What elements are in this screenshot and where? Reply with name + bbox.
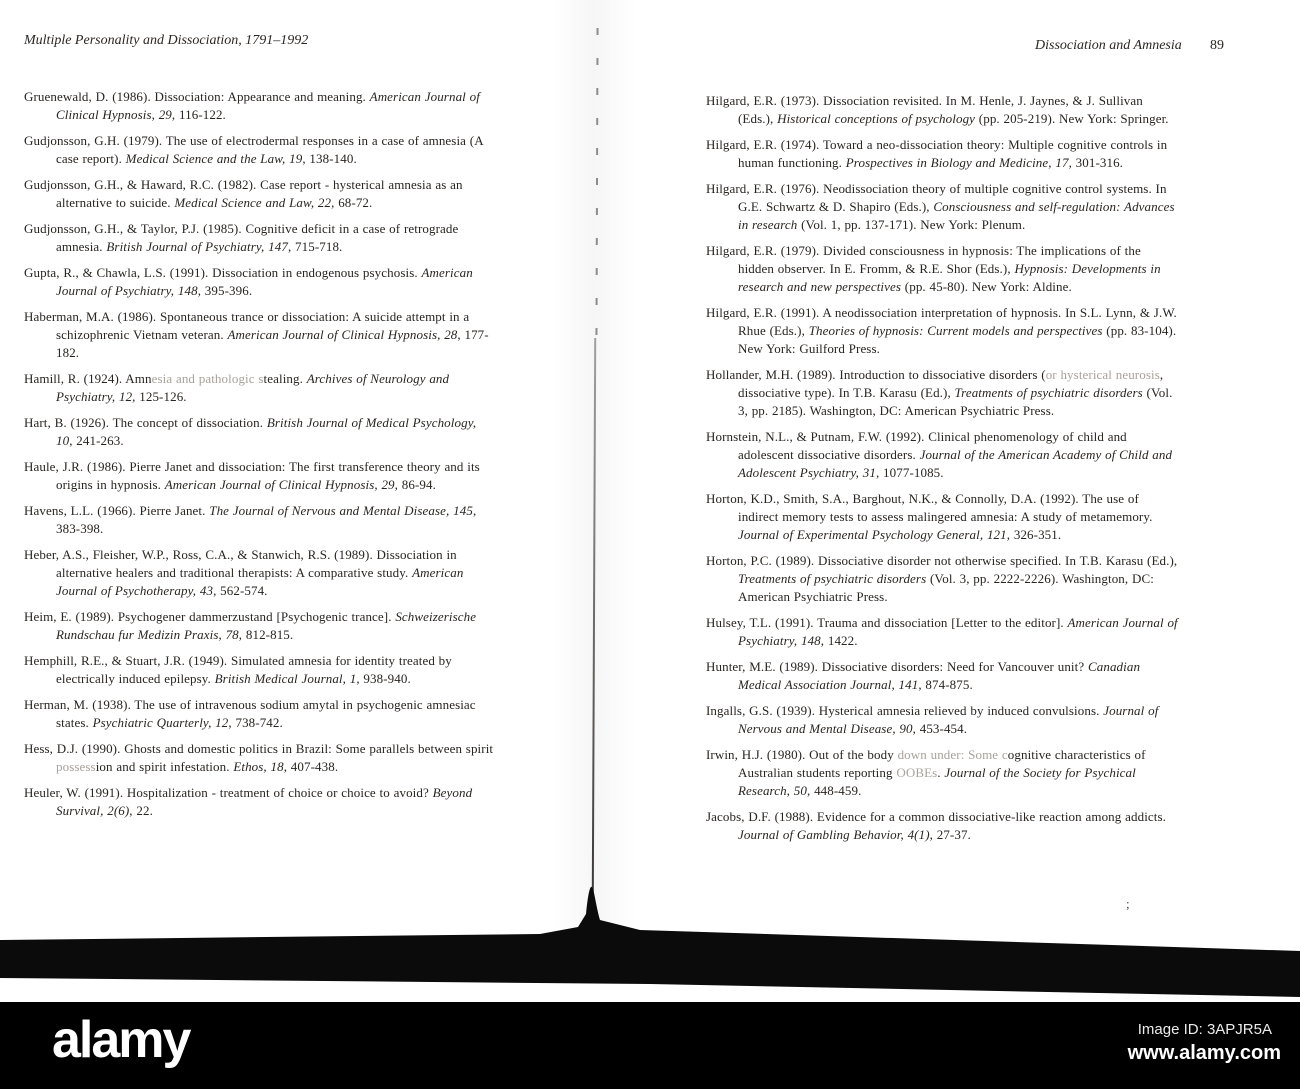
alamy-logo: alamy [52,1011,190,1069]
reference-title-italic: Canadian Medical Association Journal, 141 [738,659,1141,692]
reference-title-italic: Journal of Experimental Psychology General, 121 [738,527,1007,542]
reference-entry [24,176,494,212]
reference-title-italic: Journal of the American Academy of Child and Adolescent Psychiatry, 31 [738,447,1173,480]
reference-entry [24,696,494,732]
reference-text: , 395-396. [197,283,253,298]
reference-text: (pp. 205-219). New York: Springer. [975,111,1169,126]
reference-text: , 812-815. [238,627,294,642]
reference-title-italic: Journal of the Society for Psychical Research, 50 [738,765,1136,798]
right-reference-list [706,92,1180,852]
reference-text: Heber, A.S., Fleisher, W.P., Ross, C.A., & Stanwich, R.S. (1989). Dissociation in alternative healers and traditional therapists: A comparative study. [24,547,457,580]
reference-title-italic: Archives of Neurology and Psychiatry, 12 [56,371,450,404]
reference-text: Hilgard, E.R. (1979). Divided consciousness in hypnosis: The implications of the hidden observer. In E. Fromm, & R.E. Shor (Eds.), [706,243,1141,276]
reference-text: , 738-742. [228,715,283,730]
reference-text: , 301-316. [1068,155,1124,170]
page-number: 89 [1210,38,1224,53]
reference-title-italic: Hypnosis: Developments in research and new perspectives [738,261,1161,294]
reference-text: , 22. [129,803,153,818]
reference-text: Irwin, H.J. (1980). Out of the body [706,747,898,762]
reference-title-italic: Journal of Nervous and Mental Disease, 90 [738,703,1159,736]
reference-text: , 177-182. [56,327,489,360]
reference-text: (Vol. 1, pp. 137-171). New York: Plenum. [797,217,1026,232]
reference-text: , dissociative type). In T.B. Karasu (Ed.), [738,367,1164,400]
reference-entry [24,740,494,776]
reference-title-italic: Journal of Gambling Behavior, 4(1) [738,827,930,842]
reference-entry [706,304,1180,358]
reference-text: , 407-438. [283,759,339,774]
reference-text: Heuler, W. (1991). Hospitalization - treatment of choice or choice to avoid? [24,785,433,800]
reference-entry [706,746,1180,800]
reference-entry [24,370,494,406]
reference-text: esia and pathologic s [151,371,264,386]
reference-entry [706,366,1180,420]
reference-text: or hysterical neurosis [1045,367,1160,382]
reference-entry [706,614,1180,650]
reference-text: , 874-875. [918,677,973,692]
reference-text: Havens, L.L. (1966). Pierre Janet. [24,503,210,518]
reference-entry [24,308,494,362]
reference-text: , 116-122. [171,107,226,122]
reference-text: , 68-72. [331,195,373,210]
reference-text: , 938-940. [356,671,411,686]
reference-text: Hilgard, E.R. (1991). A neodissociation interpretation of hypnosis. In S.L. Lynn, & J.W. Rhue (Eds.), [706,305,1177,338]
reference-text: Hulsey, T.L. (1991). Trauma and dissociation [Letter to the editor]. [706,615,1068,630]
reference-text: ognitive characteristics of Australian students reporting [738,747,1146,780]
reference-text: possess [56,759,96,774]
reference-text: Hunter, M.E. (1989). Dissociative disorders: Need for Vancouver unit? [706,659,1088,674]
reference-title-italic: Medical Science and the Law, 19 [125,151,303,166]
reference-text: , 86-94. [394,477,436,492]
reference-text: OOBEs [896,765,938,780]
reference-entry [24,652,494,688]
reference-text: Gudjonsson, G.H., & Haward, R.C. (1982). Case report - hysterical amnesia as an alternative to suicide. [24,177,463,210]
reference-entry [706,658,1180,694]
reference-entry [706,136,1180,172]
reference-title-italic: British Journal of Medical Psychology, 10 [56,415,477,448]
reference-text: Hart, B. (1926). The concept of dissociation. [24,415,267,430]
reference-text: , 453-454. [912,721,968,736]
reference-text: Hess, D.J. (1990). Ghosts and domestic politics in Brazil: Some parallels between spirit [24,741,494,756]
left-reference-list [24,88,494,828]
reference-entry [24,546,494,600]
reference-text: (Vol. 3, pp. 2185). Washington, DC: American Psychiatric Press. [738,385,1173,418]
reference-text: Hemphill, R.E., & Stuart, J.R. (1949). Simulated amnesia for identity treated by electrically induced epilepsy. [24,653,452,686]
reference-text: Gudjonsson, G.H., & Taylor, P.J. (1985). Cognitive deficit in a case of retrograde amnesia. [24,221,459,254]
reference-title-italic: Historical conceptions of psychology [777,111,976,126]
reference-title-italic: Treatments of psychiatric disorders [738,571,927,586]
reference-text: (Vol. 3, pp. 2222-2226). Washington, DC: American Psychiatric Press. [738,571,1154,604]
reference-text: ion and spirit infestation. [95,759,234,774]
reference-title-italic: Schweizerische Rundschau fur Medizin Praxis, 78 [56,609,477,642]
reference-entry [706,490,1180,544]
stray-ink-mark: ; [1126,896,1130,911]
reference-text: , 1422. [820,633,858,648]
reference-text: Haule, J.R. (1986). Pierre Janet and dissociation: The first transference theory and its origins in hypnosis. [24,459,480,492]
reference-text: , 383-398. [56,503,477,536]
reference-entry [24,608,494,644]
reference-text: (pp. 83-104). New York: Guilford Press. [738,323,1177,356]
reference-text: Ingalls, G.S. (1939). Hysterical amnesia relieved by induced convulsions. [706,703,1104,718]
reference-text: . [937,765,945,780]
reference-title-italic: American Journal of Psychiatry, 148 [56,265,473,298]
reference-text: , 715-718. [287,239,343,254]
reference-text: , 1077-1085. [875,465,944,480]
left-running-head: Multiple Personality and Dissociation, 1791–1992 [24,33,309,48]
reference-text: Gruenewald, D. (1986). Dissociation: Appearance and meaning. [24,89,370,104]
reference-text: Hornstein, N.L., & Putnam, F.W. (1992). Clinical phenomenology of child and adolescent dissociative disorders. [706,429,1127,462]
reference-entry [706,180,1180,234]
reference-title-italic: Consciousness and self-regulation: Advances in research [738,199,1175,232]
reference-title-italic: American Journal of Psychiatry, 148 [738,615,1178,648]
watermark-bar [0,1002,1300,1089]
reference-entry [24,88,494,124]
reference-title-italic: Psychiatric Quarterly, 12 [92,715,229,730]
reference-text: , 448-459. [806,783,862,798]
reference-entry [24,784,494,820]
alamy-url-text: www.alamy.com [1127,1042,1281,1064]
reference-entry [706,702,1180,738]
reference-title-italic: American Journal of Psychotherapy, 43 [56,565,464,598]
reference-entry [24,132,494,168]
reference-text: Heim, E. (1989). Psychogener dammerzustand [Psychogenic trance]. [24,609,396,624]
reference-text: Hollander, M.H. (1989). Introduction to dissociative disorders ( [706,367,1046,382]
reference-entry [24,458,494,494]
reference-entry [706,428,1180,482]
reference-title-italic: American Journal of Clinical Hypnosis, 29 [164,477,395,492]
reference-text: Hilgard, E.R. (1976). Neodissociation theory of multiple cognitive control systems. In G.E. Schwartz & D. Shapiro (Eds.), [706,181,1167,214]
reference-title-italic: Medical Science and Law, 22 [174,195,332,210]
reference-entry [24,264,494,300]
page-edge-shadow [0,870,1300,1010]
reference-entry [706,552,1180,606]
reference-title-italic: British Medical Journal, 1 [214,671,357,686]
reference-text: Gupta, R., & Chawla, L.S. (1991). Dissociation in endogenous psychosis. [24,265,422,280]
reference-text: , 27-37. [929,827,971,842]
reference-text: , 562-574. [213,583,268,598]
reference-text: (pp. 45-80). New York: Aldine. [901,279,1072,294]
reference-text: Haberman, M.A. (1986). Spontaneous trance or dissociation: A suicide attempt in a schizophrenic Vietnam veteran. [24,309,470,342]
right-running-head: Dissociation and Amnesia [1035,38,1182,53]
reference-text: Gudjonsson, G.H. (1979). The use of electrodermal responses in a case of amnesia (A case report). [24,133,483,166]
reference-title-italic: Theories of hypnosis: Current models and perspectives [808,323,1103,338]
reference-text: down under: Some c [897,747,1008,762]
reference-text: , 138-140. [302,151,357,166]
reference-title-italic: British Journal of Psychiatry, 147 [106,239,288,254]
reference-text: Hamill, R. (1924). Amn [24,371,152,386]
reference-text: , 326-351. [1006,527,1062,542]
reference-entry [706,808,1180,844]
reference-text: , 241-263. [69,433,124,448]
reference-text: Hilgard, E.R. (1974). Toward a neo-dissociation theory: Multiple cognitive controls in human functioning. [706,137,1168,170]
reference-text: Horton, P.C. (1989). Dissociative disorder not otherwise specified. In T.B. Karasu (Ed.), [706,553,1178,568]
reference-text: Horton, K.D., Smith, S.A., Barghout, N.K., & Connolly, D.A. (1992). The use of indirect memory tests to assess malingered amnesia: A study of metamemory. [706,491,1153,524]
reference-text: Herman, M. (1938). The use of intravenous sodium amytal in psychogenic amnesiac states. [24,697,476,730]
reference-text: , 125-126. [132,389,187,404]
reference-text: Jacobs, D.F. (1988). Evidence for a common dissociative-like reaction among addicts. [706,809,1166,824]
reference-entry [706,92,1180,128]
reference-title-italic: Prospectives in Biology and Medicine, 17 [845,155,1069,170]
reference-title-italic: American Journal of Clinical Hypnosis, 28 [227,327,458,342]
reference-title-italic: Beyond Survival, 2(6) [56,785,473,818]
reference-entry [24,414,494,450]
reference-entry [24,502,494,538]
reference-text: tealing. [263,371,307,386]
image-id-text: Image ID: 3APJR5A [1137,1021,1272,1038]
reference-entry [24,220,494,256]
reference-entry [706,242,1180,296]
reference-title-italic: Treatments of psychiatric disorders [954,385,1143,400]
reference-text: Hilgard, E.R. (1973). Dissociation revisited. In M. Henle, J. Jaynes, & J. Sullivan (Eds.), [706,93,1143,126]
reference-title-italic: Ethos, 18 [233,759,284,774]
reference-title-italic: The Journal of Nervous and Mental Disease, 145 [209,503,473,518]
reference-title-italic: American Journal of Clinical Hypnosis, 29 [56,89,480,122]
